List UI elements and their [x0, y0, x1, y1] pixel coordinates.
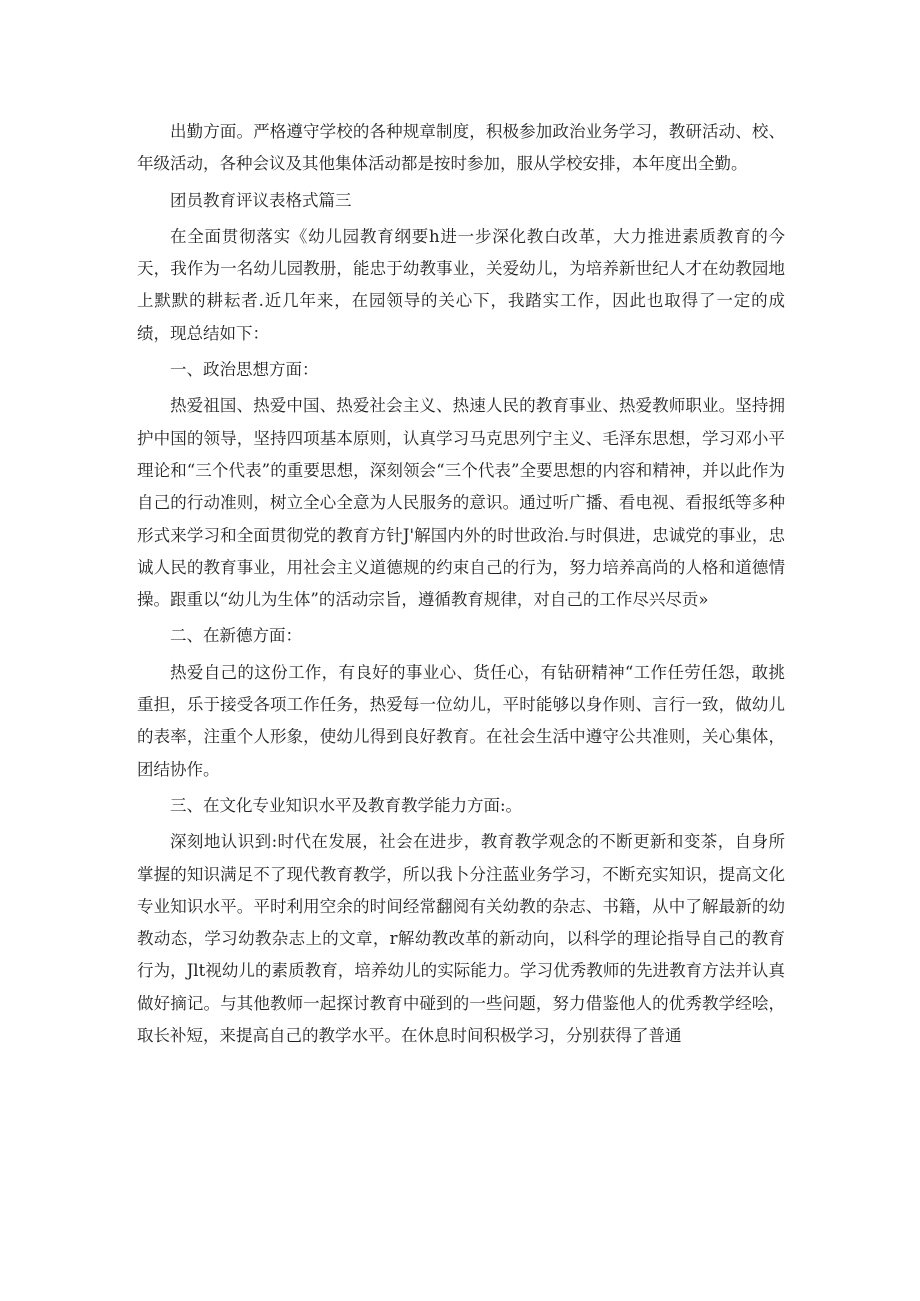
document-body [137, 116, 785, 1052]
heading-professional-knowledge: 三、在文化专业知识水平及教育教学能力方面:。 [170, 795, 523, 815]
paragraph-political-thought: 热爱祖国、热爱中国、热爱社会主义、热速人民的教育事业、热爱教师职业。坚持拥护中国的领导，坚持四项基本原则，认真学习马克思列宁主义、毛泽东思想，学习邓小平理论和“三个代表”的重要思想，深刻领会“三个代表”全要思想的内容和精神，并以此作为自己的行动准则，树立全心全意为人民服务的意识。通过听广播、看电视、看报纸等多种形式来学习和全面贯彻党的教育方针J'解国内外的时世政治.与时俱进，忠诚党的事业，忠诚人民的教育事业，用社会主义道德规的约束自己的行为，努力培养高尚的人格和道德情操。跟重以“幼儿为生体”的活动宗旨，遵循教育规律，对自己的工作尽兴尽贡» [137, 396, 785, 610]
paragraph-attendance: 出勤方面。严格遵守学校的各种规章制度，积极参加政治业务学习，教研活动、校、年级活动，各种会议及其他集体活动都是按时参加，服从学校安排，本年度出全勤。 [137, 122, 785, 174]
paragraph-introduction: 在全面贯彻落实《幼儿园教育纲要h进一步深化教白改革，大力推进素质教育的今天，我作为一名幼儿园教册，能忠于幼教事业，关爱幼儿，为培养新世纪人才在幼教园地上默默的耕耘者.近几年来，在园领导的关心下，我踏实工作，因此也取得了一定的成绩，现总结如下： [137, 226, 785, 343]
paragraph-ethics: 热爱自己的这份工作，有良好的事业心、货任心，有钻研精神“工作任劳任怨，敢挑重担，乐于接受各项工作任务，热爱每一位幼儿，平时能够以身作则、言行一致，做幼儿的表率，注重个人形象，使幼儿得到良好教育。在社会生活中遵守公共准则，关心集体，团结协作。 [137, 662, 785, 779]
section-heading-part-three: 团员教育评议表格式篇三 [170, 190, 352, 210]
paragraph-professional-knowledge: 深刻地认识到:时代在发展，社会在进步，教育教学观念的不断更新和变茶，自身所掌握的知识满足不了现代教育教学，所以我卜分注蓝业务学习，不断充实知识，提高文化专业知识水平。平时利用空余的时间经常翻阅有关幼教的杂志、书籍，从中了解最新的幼教动态，学习幼教杂志上的文章，r解幼教改革的新动向，以科学的理论指导自己的教育行为，Jlt视幼儿的素质教育，培养幼儿的实际能力。学习优秀教师的先进教育方法并认真做好摘记。与其他教师一起探讨教育中碰到的一些问题，努力借鉴他人的优秀教学经哙，取长补短，来提高自己的教学水平。在休息时间积极学习，分别获得了普通 [137, 832, 785, 1046]
heading-political-thought: 一、政治思想方面： [170, 360, 319, 380]
heading-ethics: 二、在新德方面： [170, 626, 302, 646]
